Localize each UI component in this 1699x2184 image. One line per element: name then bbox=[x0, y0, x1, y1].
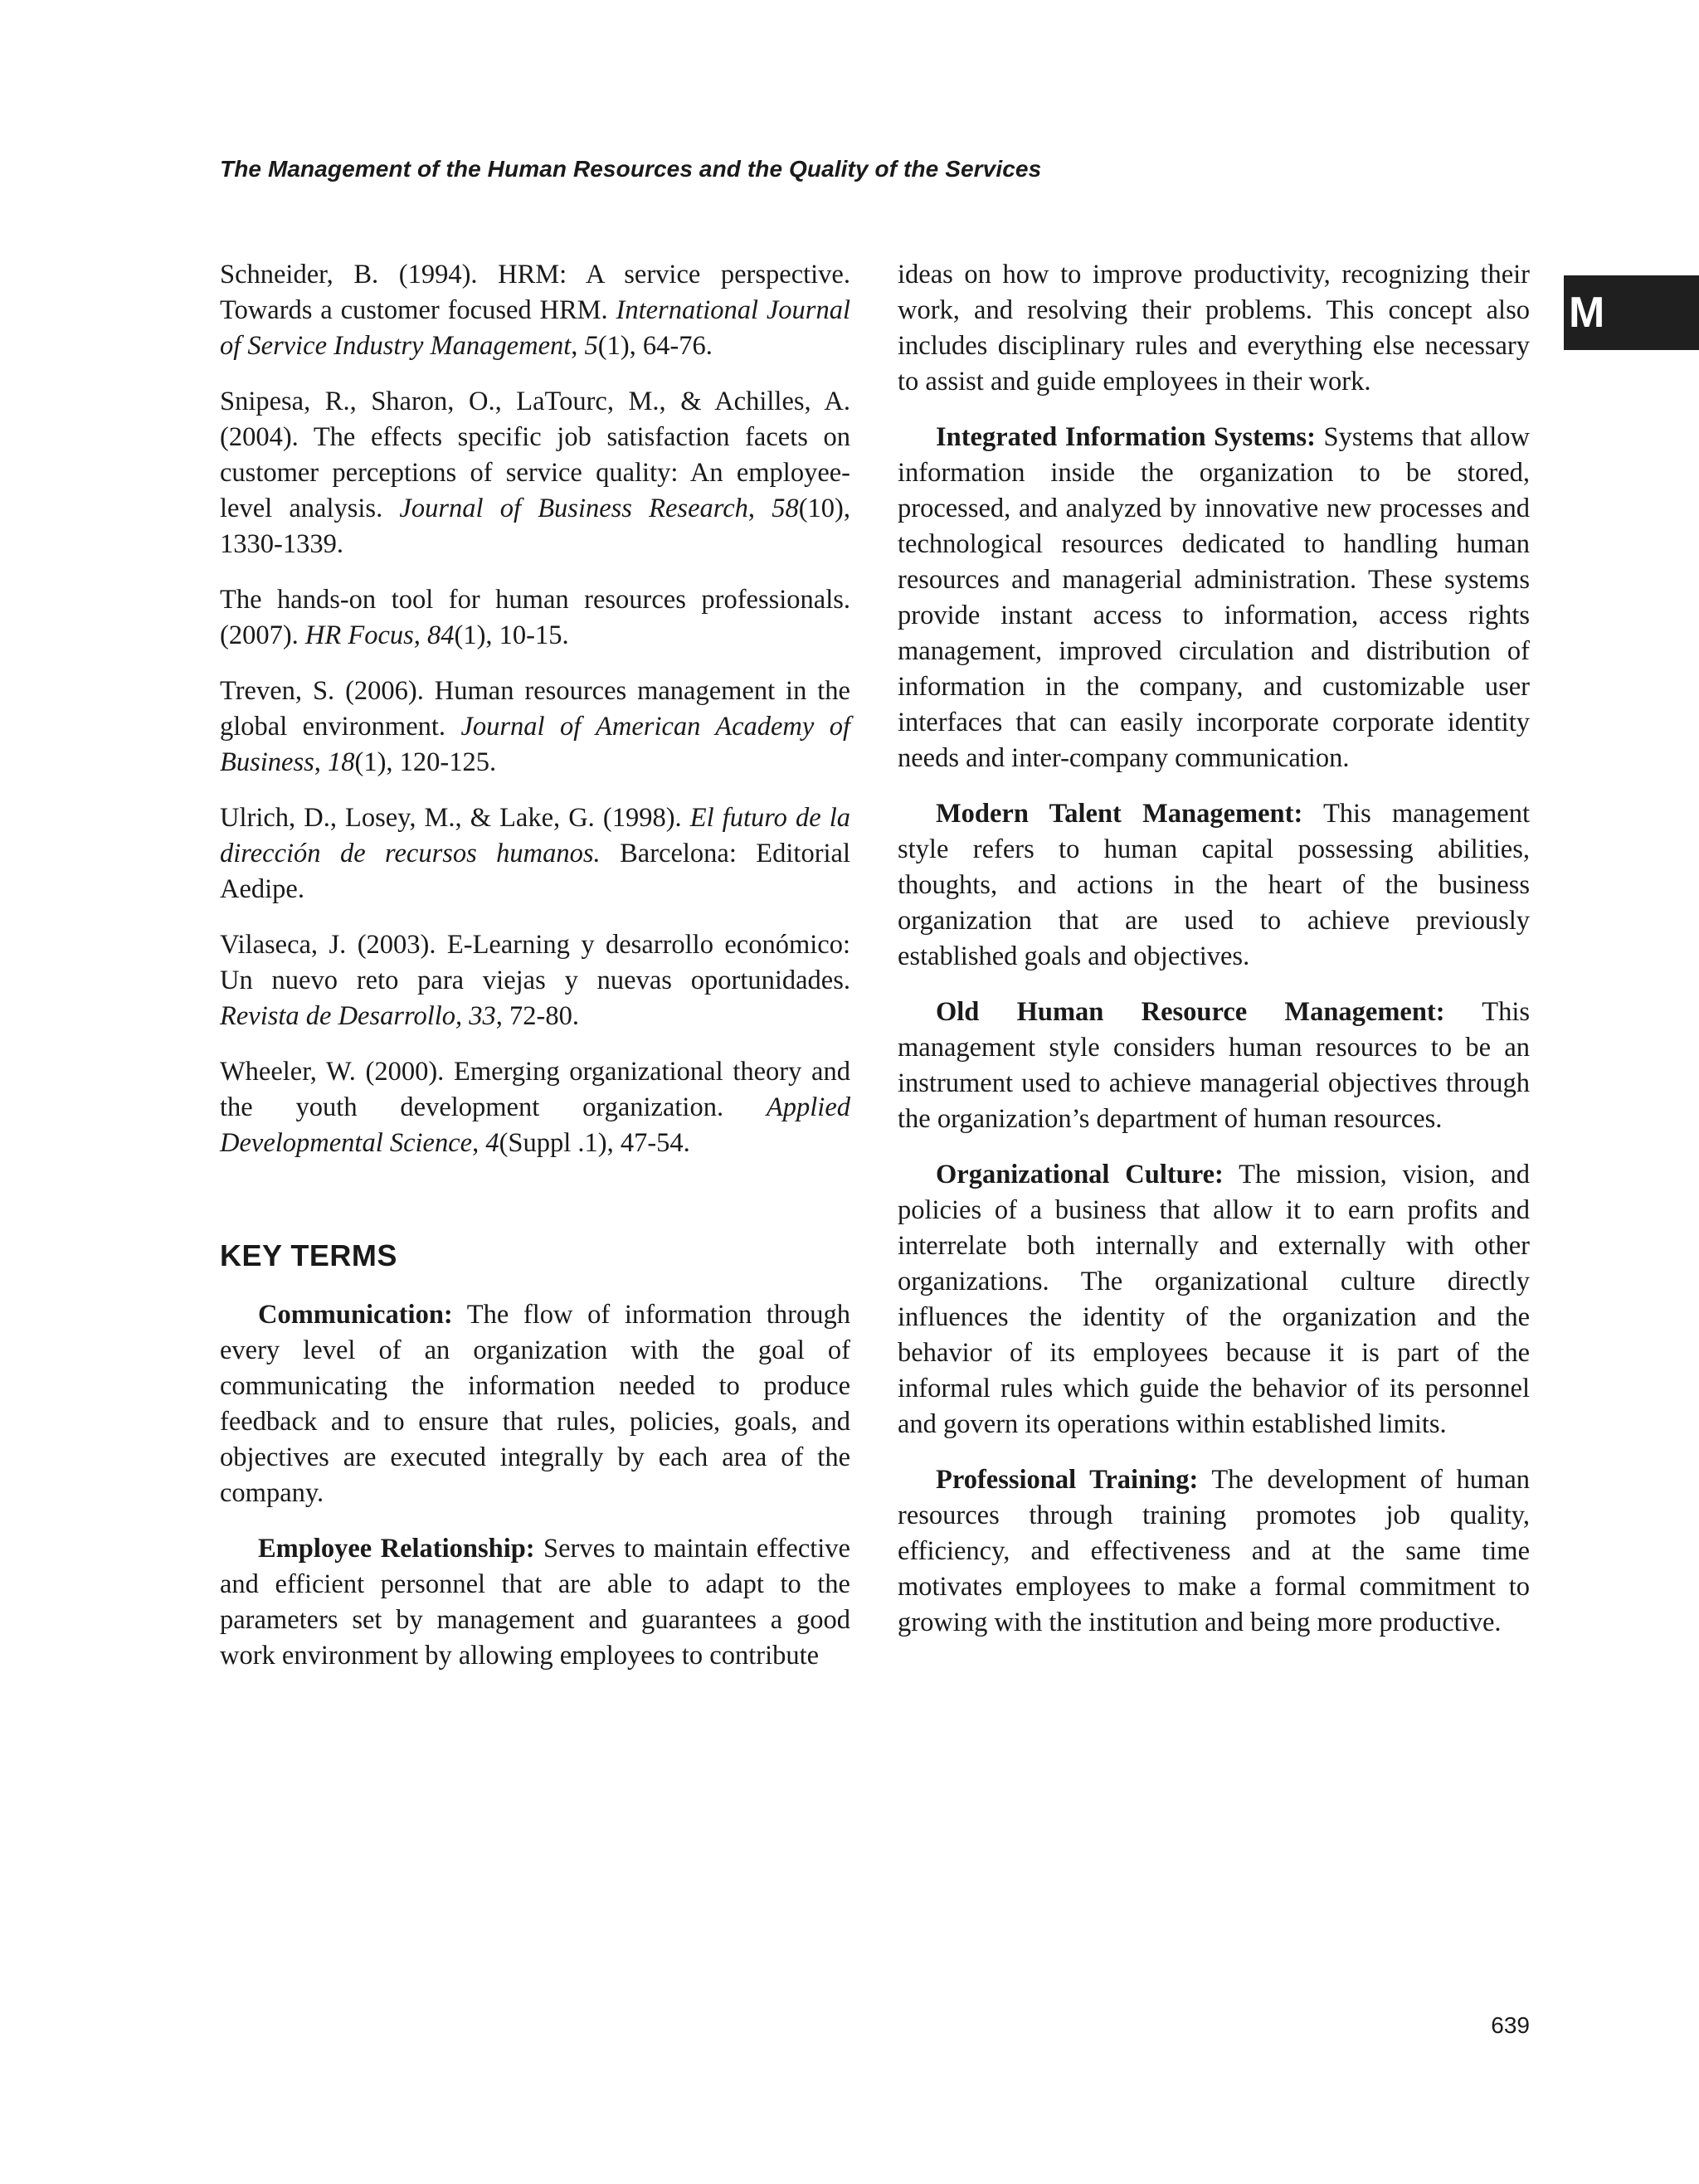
key-term-name: Old Human Resource Management: bbox=[936, 997, 1445, 1027]
key-term-entry bbox=[898, 420, 1530, 776]
key-term-entry bbox=[220, 1531, 850, 1674]
reference-item: Wheeler, W. (2000). Emerging organizational theory and the youth development organization. Applied Developmental Science, 4(Suppl .1), 47-54. bbox=[220, 1057, 850, 1158]
key-term-definition: Systems that allow information inside the organization to be stored, processed, and analyzed by innovative new processes and technological resources dedicated to handling human resources and managerial administration. These systems provide instant access to information, access rights management, improved circulation and distribution of information in the company, and customizable user interfaces that can easily incorporate corporate identity needs and inter-company communication. bbox=[898, 422, 1530, 773]
right-column bbox=[898, 257, 1530, 1661]
page-number: 639 bbox=[1491, 2012, 1530, 2038]
key-term-definition: The development of human resources through training promotes job quality, efficiency, and effectiveness and at the same time motivates employees to make a formal commitment to growing with the institution and being more productive. bbox=[898, 1465, 1530, 1637]
reference-item: Vilaseca, J. (2003). E-Learning y desarrollo económico: Un nuevo reto para viejas y nuevas oportunidades. Revista de Desarrollo, 33, 72-80. bbox=[220, 930, 850, 1031]
key-term-name: Integrated Information Systems: bbox=[936, 422, 1316, 452]
reference-item: Treven, S. (2006). Human resources management in the global environment. Journal of American Academy of Business, 18(1), 120-125. bbox=[220, 676, 850, 777]
key-term-entry bbox=[898, 1157, 1530, 1442]
key-term-name: Organizational Culture: bbox=[936, 1160, 1224, 1189]
key-term-entry bbox=[898, 1462, 1530, 1641]
key-term-entry bbox=[220, 1297, 850, 1511]
key-terms-heading: KEY TERMS bbox=[220, 1238, 397, 1272]
key-term-name: Modern Talent Management: bbox=[936, 799, 1303, 829]
section-tab-marker: M bbox=[1564, 275, 1699, 350]
reference-item: The hands-on tool for human resources professionals. (2007). HR Focus, 84(1), 10-15. bbox=[220, 585, 850, 650]
key-term-definition: This management style considers human resources to be an instrument used to achieve managerial objectives through the organization’s department of human resources. bbox=[898, 997, 1530, 1134]
reference-item: Snipesa, R., Sharon, O., LaTourc, M., & Achilles, A. (2004). The effects specific job satisfaction facets on customer perceptions of service quality: An employee-level analysis. Journal of Business Research, 58(10), 1330-1339. bbox=[220, 387, 850, 559]
key-term-entry bbox=[898, 796, 1530, 975]
key-term-name: Employee Relationship: bbox=[258, 1534, 535, 1564]
reference-item: Schneider, B. (1994). HRM: A service perspective. Towards a customer focused HRM. International Journal of Service Industry Management, 5(1), 64-76. bbox=[220, 260, 850, 361]
key-term-entry bbox=[898, 995, 1530, 1137]
key-term-definition: Serves to maintain effective and efficient personnel that are able to adapt to the parameters set by management and guarantees a good work environment by allowing employees to contribute bbox=[220, 1534, 850, 1671]
key-term-definition: The flow of information through every level of an organization with the goal of communicating the information needed to produce feedback and to ensure that rules, policies, goals, and objectives are executed integrally by each area of the company. bbox=[220, 1300, 850, 1508]
key-term-definition: The mission, vision, and policies of a business that allow it to earn profits and interrelate both internally and externally with other organizations. The organizational culture directly influences the identity of the organization and the behavior of its employees because it is part of the informal rules which guide the behavior of its personnel and govern its operations within established limits. bbox=[898, 1160, 1530, 1439]
key-term-definition: This management style refers to human capital possessing abilities, thoughts, and actions in the heart of the business organization that are used to achieve previously established goals and objectives. bbox=[898, 799, 1531, 971]
running-head: The Management of the Human Resources and the Quality of the Services bbox=[220, 156, 1042, 182]
key-term-name: Communication: bbox=[258, 1300, 453, 1330]
reference-item: Ulrich, D., Losey, M., & Lake, G. (1998). El futuro de la dirección de recursos humanos. Barcelona: Editorial Aedipe. bbox=[220, 803, 851, 904]
left-column bbox=[220, 257, 850, 1694]
key-term-continuation: ideas on how to improve productivity, recognizing their work, and resolving their problems. This concept also includes disciplinary rules and everything else necessary to assist and guide employees in their work. bbox=[898, 260, 1530, 396]
key-term-name: Professional Training: bbox=[936, 1465, 1199, 1495]
